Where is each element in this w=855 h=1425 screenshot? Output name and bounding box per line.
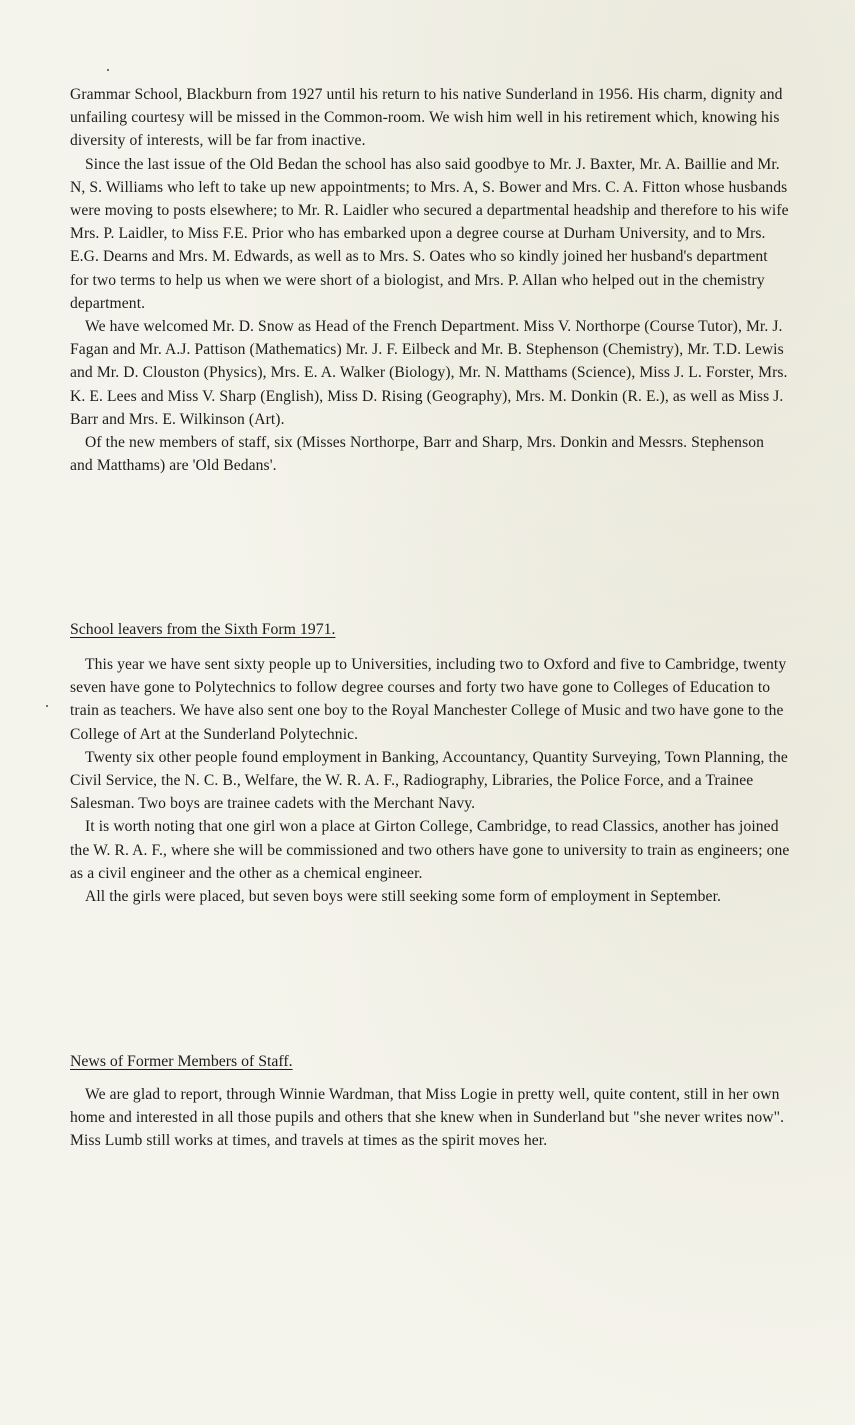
ink-speck <box>107 69 109 71</box>
section-heading-former-staff: News of Former Members of Staff. <box>70 1053 293 1070</box>
ink-speck <box>46 705 48 707</box>
paragraph: We have welcomed Mr. D. Snow as Head of the French Department. Miss V. Northorpe (Course Tutor), Mr. J. Fagan and Mr. A.J. Pattison (Mathematics) Mr. J. F. Eilbeck and Mr. B. Stephenson (Chemistry), Mr. T.D. Lewis and Mr. D. Clouston (Physics), Mrs. E. A. Walker (Biology), Mr. N. Matthams (Science), Miss J. L. Forster, Mrs. K. E. Lees and Miss V. Sharp (English), Miss D. Rising (Geography), Mrs. M. Donkin (R. E.), as well as Miss J. Barr and Mrs. E. Wilkinson (Art). <box>70 318 788 428</box>
section-school-leavers <box>70 653 790 908</box>
paragraph: Since the last issue of the Old Bedan the school has also said goodbye to Mr. J. Baxter, Mr. A. Baillie and Mr. N, S. Williams who left to take up new appointments; to Mrs. A, S. Bower and Mrs. C. A. Fitton whose husbands were moving to posts elsewhere; to Mr. R. Laidler who secured a departmental headship and therefore to his wife Mrs. P. Laidler, to Miss F.E. Prior who has embarked upon a degree course at Durham University, and to Mrs. E.G. Dearns and Mrs. M. Edwards, as well as to Mrs. S. Oates who so kindly joined her husband's department for two terms to help us when we were short of a biologist, and Mrs. P. Allan who helped out in the chemistry department. <box>70 155 789 312</box>
paragraph: Of the new members of staff, six (Misses Northorpe, Barr and Sharp, Mrs. Donkin and Messrs. Stephenson and Matthams) are 'Old Bedans'. <box>70 434 765 475</box>
paragraph: We are glad to report, through Winnie Wardman, that Miss Logie in pretty well, quite content, still in her own home and interested in all those pupils and others that she knew when in Sunderland but "she never writes now". Miss Lumb still works at times, and travels at times as the spirit moves her. <box>70 1086 785 1150</box>
section-staff-changes <box>70 83 790 477</box>
paragraph: All the girls were placed, but seven boys were still seeking some form of employment in September. <box>85 888 722 906</box>
paragraph: Grammar School, Blackburn from 1927 until his return to his native Sunderland in 1956. His charm, dignity and unfailing courtesy will be missed in the Common-room. We wish him well in his retirement which, knowing his diversity of interests, will be far from inactive. <box>70 86 783 150</box>
section-heading-school-leavers: School leavers from the Sixth Form 1971. <box>70 621 336 638</box>
paragraph: It is worth noting that one girl won a place at Girton College, Cambridge, to read Classics, another has joined the W. R. A. F., where she will be commissioned and two others have gone to university to train as engineers; one as a civil engineer and the other as a chemical engineer. <box>70 818 790 882</box>
section-former-staff <box>70 1083 790 1153</box>
paragraph: This year we have sent sixty people up to Universities, including two to Oxford and five to Cambridge, twenty seven have gone to Polytechnics to follow degree courses and forty two have gone to Colleges of Education to train as teachers. We have also sent one boy to the Royal Manchester College of Music and two have gone to the College of Art at the Sunderland Polytechnic. <box>70 656 787 743</box>
paragraph: Twenty six other people found employment in Banking, Accountancy, Quantity Surveying, Town Planning, the Civil Service, the N. C. B., Welfare, the W. R. A. F., Radiography, Libraries, the Police Force, and a Trainee Salesman. Two boys are trainee cadets with the Merchant Navy. <box>70 748 788 813</box>
